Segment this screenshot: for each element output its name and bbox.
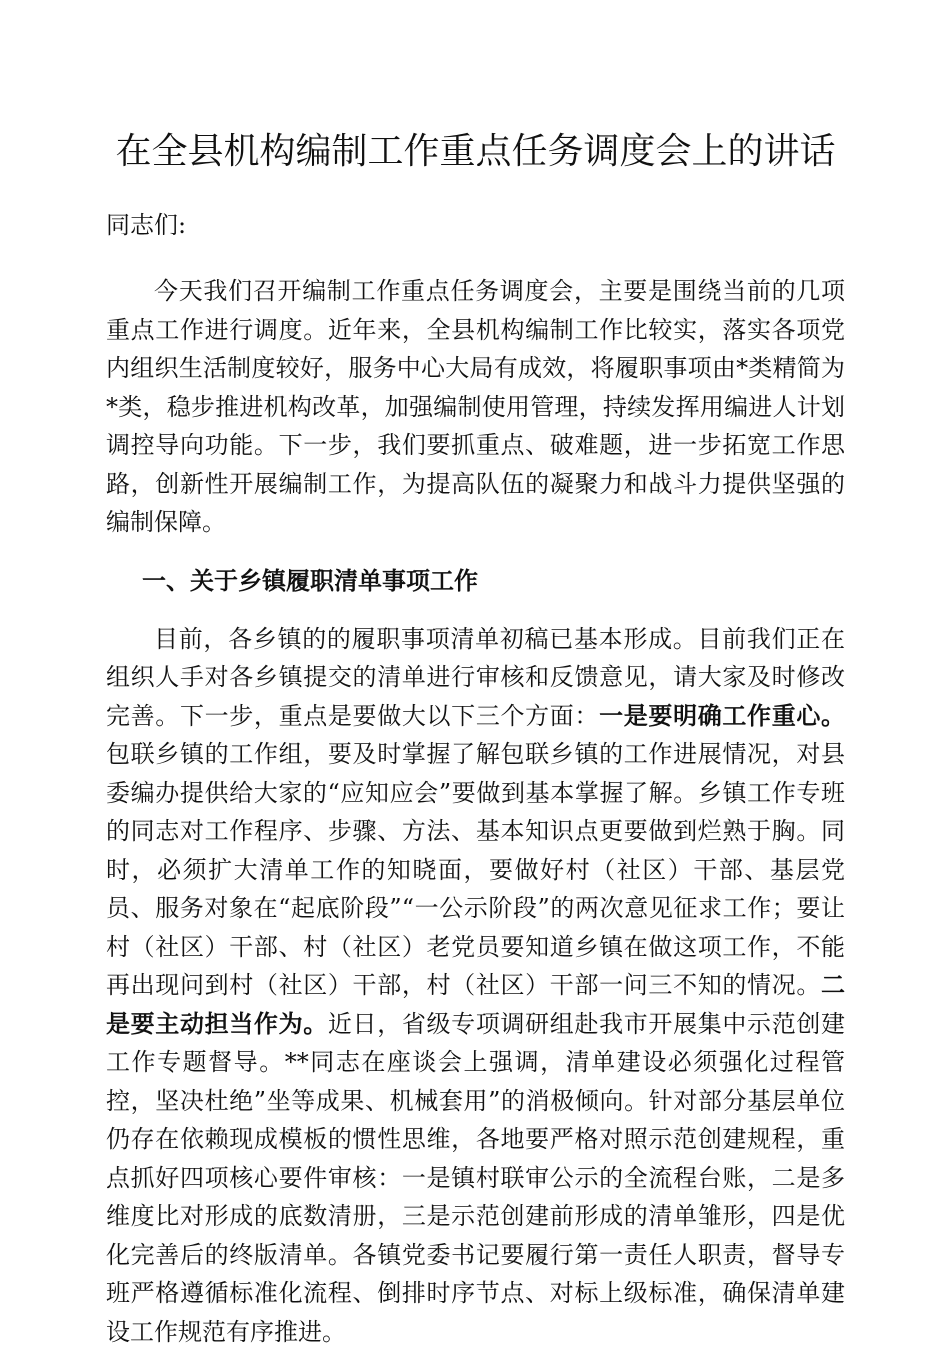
salutation: 同志们: xyxy=(106,206,845,244)
paragraph-text: 包联乡镇的工作组，要及时掌握了解包联乡镇的工作进展情况，对县委编办提供给大家的“应知应会”要做到基本掌握了解。乡镇工作专班的同志对工作程序、步骤、方法、基本知识点更要做到烂熟于胸。同时，必须扩大清单工作的知晓面，要做好村（社区）干部、基层党员、服务对象在“起底阶段”“一公示阶段”的两次意见征求工作；要让村（社区）干部、村（社区）老党员要知道乡镇在做这项工作，不能再出现问到村（社区）干部，村（社区）干部一问三不知的情况。 xyxy=(106,740,845,999)
document-title: 在全县机构编制工作重点任务调度会上的讲话 xyxy=(106,128,845,176)
section-paragraph xyxy=(106,620,845,1351)
paragraph-text: 近日，省级专项调研组赴我市开展集中示范创建工作专题督导。**同志在座谈会上强调，清单建设必须强化过程管控，坚决杜绝”坐等成果、机械套用”的消极倾向。针对部分基层单位仍存在依赖现成模板的惯性思维，各地要严格对照示范创建规程，重点抓好四项核心要件审核：一是镇村联审公示的全流程台账，二是多维度比对形成的底数清册，三是示范创建前形成的清单雏形，四是优化完善后的终版清单。各镇党委书记要履行第一责任人职责，督导专班严格遵循标准化流程、倒排时序节点、对标上级标准，确保清单建设工作规范有序推进。 xyxy=(106,1010,845,1346)
bold-point-two: 二是要主动担当作为。 xyxy=(106,970,845,1038)
document-page xyxy=(106,0,845,1351)
paragraph-text: 目前，各乡镇的的履职事项清单初稿已基本形成。目前我们正在组织人手对各乡镇提交的清单进行审核和反馈意见，请大家及时修改完善。下一步，重点是要做大以下三个方面： xyxy=(106,625,845,730)
intro-paragraph: 今天我们召开编制工作重点任务调度会，主要是围绕当前的几项重点工作进行调度。近年来，全县机构编制工作比较实，落实各项党内组织生活制度较好，服务中心大局有成效，将履职事项由*类精简为*类，稳步推进机构改革，加强编制使用管理，持续发挥用编进人计划调控导向功能。下一步，我们要抓重点、破难题，进一步拓宽工作思路，创新性开展编制工作，为提高队伍的凝聚力和战斗力提供坚强的编制保障。 xyxy=(106,272,845,542)
bold-point-one: 一是要明确工作重心。 xyxy=(599,701,845,730)
section-heading: 一、关于乡镇履职清单事项工作 xyxy=(106,562,845,600)
